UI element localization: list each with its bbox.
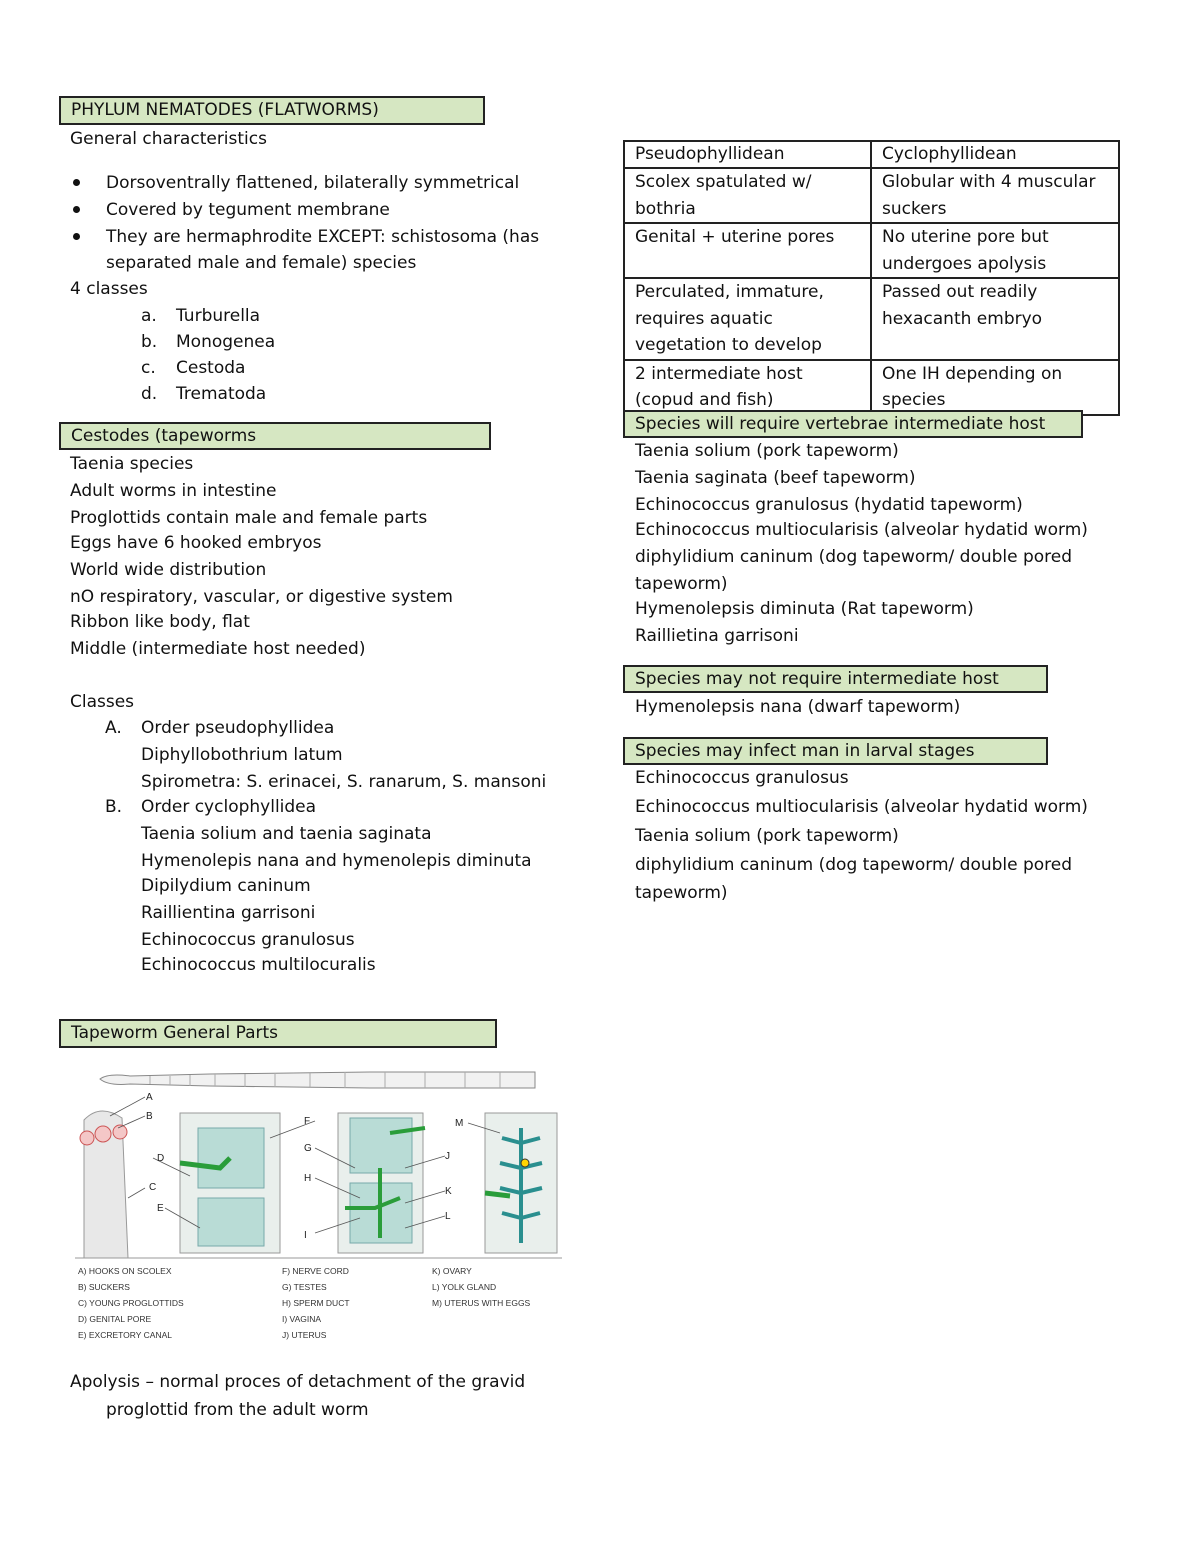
- order-item: Echinococcus multilocuralis: [141, 955, 376, 975]
- cestode-line: Eggs have 6 hooked embryos: [70, 533, 322, 553]
- phylum-header: PHYLUM NEMATODES (FLATWORMS): [59, 96, 485, 125]
- legend-item: L) YOLK GLAND: [432, 1282, 497, 1292]
- figure-label: F: [304, 1116, 311, 1127]
- order-item: Spirometra: S. erinacei, S. ranarum, S. mansoni: [141, 772, 547, 792]
- cestode-line: nO respiratory, vascular, or digestive system: [70, 587, 453, 607]
- table-row: [624, 223, 1119, 278]
- species-line-continued: tapeworm): [635, 574, 728, 594]
- order-item: Echinococcus granulosus: [141, 930, 355, 950]
- cestode-line: Middle (intermediate host needed): [70, 639, 366, 659]
- bullet-item: Dorsoventrally flattened, bilaterally symmetrical: [106, 173, 520, 193]
- class-name: Cestoda: [176, 358, 246, 378]
- species-line: Taenia solium (pork tapeworm): [635, 826, 899, 846]
- legend-item: H) SPERM DUCT: [282, 1298, 350, 1308]
- species-line: Echinococcus multiocularisis (alveolar hydatid worm): [635, 797, 1088, 817]
- order-letter: B.: [105, 797, 123, 817]
- larval-stage-header: Species may infect man in larval stages: [623, 737, 1048, 765]
- legend-item: G) TESTES: [282, 1282, 327, 1292]
- table-header-cell: Pseudophyllidean: [624, 141, 871, 168]
- legend-item: A) HOOKS ON SCOLEX: [78, 1266, 172, 1276]
- order-item: Dipilydium caninum: [141, 876, 311, 896]
- table-row: [624, 360, 1119, 415]
- legend-item: C) YOUNG PROGLOTTIDS: [78, 1298, 184, 1308]
- species-line-continued: tapeworm): [635, 883, 728, 903]
- legend-item: E) EXCRETORY CANAL: [78, 1330, 173, 1340]
- legend-item: K) OVARY: [432, 1266, 472, 1276]
- legend-item: B) SUCKERS: [78, 1282, 130, 1292]
- cestode-line: Proglottids contain male and female parts: [70, 508, 428, 528]
- class-letter: c.: [141, 358, 156, 378]
- figure-label: G: [304, 1143, 312, 1154]
- tapeworm-parts-header: Tapeworm General Parts: [59, 1019, 497, 1048]
- class-name: Turburella: [176, 306, 261, 326]
- no-host-header: Species may not require intermediate host: [623, 665, 1048, 693]
- order-item: Hymenolepis nana and hymenolepis diminuta: [141, 851, 532, 871]
- figure-label: M: [455, 1118, 464, 1129]
- figure-label: H: [304, 1173, 312, 1184]
- apolysis-definition: Apolysis – normal proces of detachment of the gravid: [70, 1372, 526, 1392]
- figure-label: D: [157, 1153, 165, 1164]
- table-cell: 2 intermediate host (copud and fish): [624, 360, 871, 415]
- classes-title: Classes: [70, 692, 135, 712]
- species-line: Taenia saginata (beef tapeworm): [635, 468, 916, 488]
- table-row: [624, 278, 1119, 360]
- cestode-line: Ribbon like body, flat: [70, 612, 250, 632]
- species-line: diphylidium caninum (dog tapeworm/ double pored: [635, 855, 1073, 875]
- order-letter: A.: [105, 718, 122, 738]
- figure-label: K: [445, 1186, 452, 1197]
- species-line: Raillietina garrisoni: [635, 626, 799, 646]
- table-header-cell: Cyclophyllidean: [871, 141, 1119, 168]
- vertebrae-host-header: Species will require vertebrae intermediate host: [623, 410, 1083, 438]
- table-cell: Globular with 4 muscular suckers: [871, 168, 1119, 223]
- table-cell: One IH depending on species: [871, 360, 1119, 415]
- figure-label: J: [445, 1151, 450, 1162]
- figure-label: L: [445, 1211, 451, 1222]
- tapeworm-anatomy-figure: [70, 1058, 562, 1346]
- species-line: Hymenolepsis nana (dwarf tapeworm): [635, 697, 961, 717]
- species-line: Hymenolepsis diminuta (Rat tapeworm): [635, 599, 974, 619]
- species-line: Echinococcus multiocularisis (alveolar hydatid worm): [635, 520, 1088, 540]
- order-item: Raillientina garrisoni: [141, 903, 316, 923]
- classes-count-title: 4 classes: [70, 279, 148, 299]
- species-line: Taenia solium (pork tapeworm): [635, 441, 899, 461]
- bullet-icon: [73, 179, 80, 186]
- apolysis-definition-continued: proglottid from the adult worm: [106, 1400, 369, 1420]
- class-name: Trematoda: [176, 384, 267, 404]
- legend-item: I) VAGINA: [282, 1314, 322, 1324]
- legend-item: D) GENITAL PORE: [78, 1314, 152, 1324]
- comparison-table: [623, 140, 1120, 416]
- species-line: diphylidium caninum (dog tapeworm/ double pored: [635, 547, 1073, 567]
- cestode-line: World wide distribution: [70, 560, 267, 580]
- tapeworm-anatomy-illustration: [70, 1058, 562, 1346]
- figure-label: A: [146, 1092, 153, 1103]
- figure-label: I: [304, 1230, 307, 1241]
- bullet-item-continued: separated male and female) species: [106, 253, 417, 273]
- legend-item: F) NERVE CORD: [282, 1266, 349, 1276]
- table-cell: Passed out readily hexacanth embryo: [871, 278, 1119, 360]
- cestodes-header: Cestodes (tapeworms: [59, 422, 491, 450]
- figure-label: B: [146, 1111, 153, 1122]
- table-row: [624, 168, 1119, 223]
- table-cell: Perculated, immature, requires aquatic vegetation to develop: [624, 278, 871, 360]
- order-item: Diphyllobothrium latum: [141, 745, 343, 765]
- general-characteristics-title: General characteristics: [70, 129, 267, 149]
- legend-item: M) UTERUS WITH EGGS: [432, 1298, 531, 1308]
- class-letter: b.: [141, 332, 158, 352]
- figure-label: C: [149, 1182, 157, 1193]
- class-letter: d.: [141, 384, 158, 404]
- bullet-item: They are hermaphrodite EXCEPT: schistosoma (has: [106, 227, 540, 247]
- order-title: Order pseudophyllidea: [141, 718, 335, 738]
- class-letter: a.: [141, 306, 157, 326]
- species-line: Echinococcus granulosus: [635, 768, 849, 788]
- table-cell: No uterine pore but undergoes apolysis: [871, 223, 1119, 278]
- table-cell: Scolex spatulated w/ bothria: [624, 168, 871, 223]
- order-title: Order cyclophyllidea: [141, 797, 317, 817]
- bullet-item: Covered by tegument membrane: [106, 200, 390, 220]
- table-header-row: [624, 141, 1119, 168]
- order-item: Taenia solium and taenia saginata: [141, 824, 432, 844]
- table-cell: Genital + uterine pores: [624, 223, 871, 278]
- bullet-icon: [73, 233, 80, 240]
- legend-item: J) UTERUS: [282, 1330, 327, 1340]
- cestode-line: Taenia species: [70, 454, 194, 474]
- class-name: Monogenea: [176, 332, 276, 352]
- cestode-line: Adult worms in intestine: [70, 481, 277, 501]
- figure-label: E: [157, 1203, 164, 1214]
- bullet-icon: [73, 206, 80, 213]
- species-line: Echinococcus granulosus (hydatid tapeworm): [635, 495, 1023, 515]
